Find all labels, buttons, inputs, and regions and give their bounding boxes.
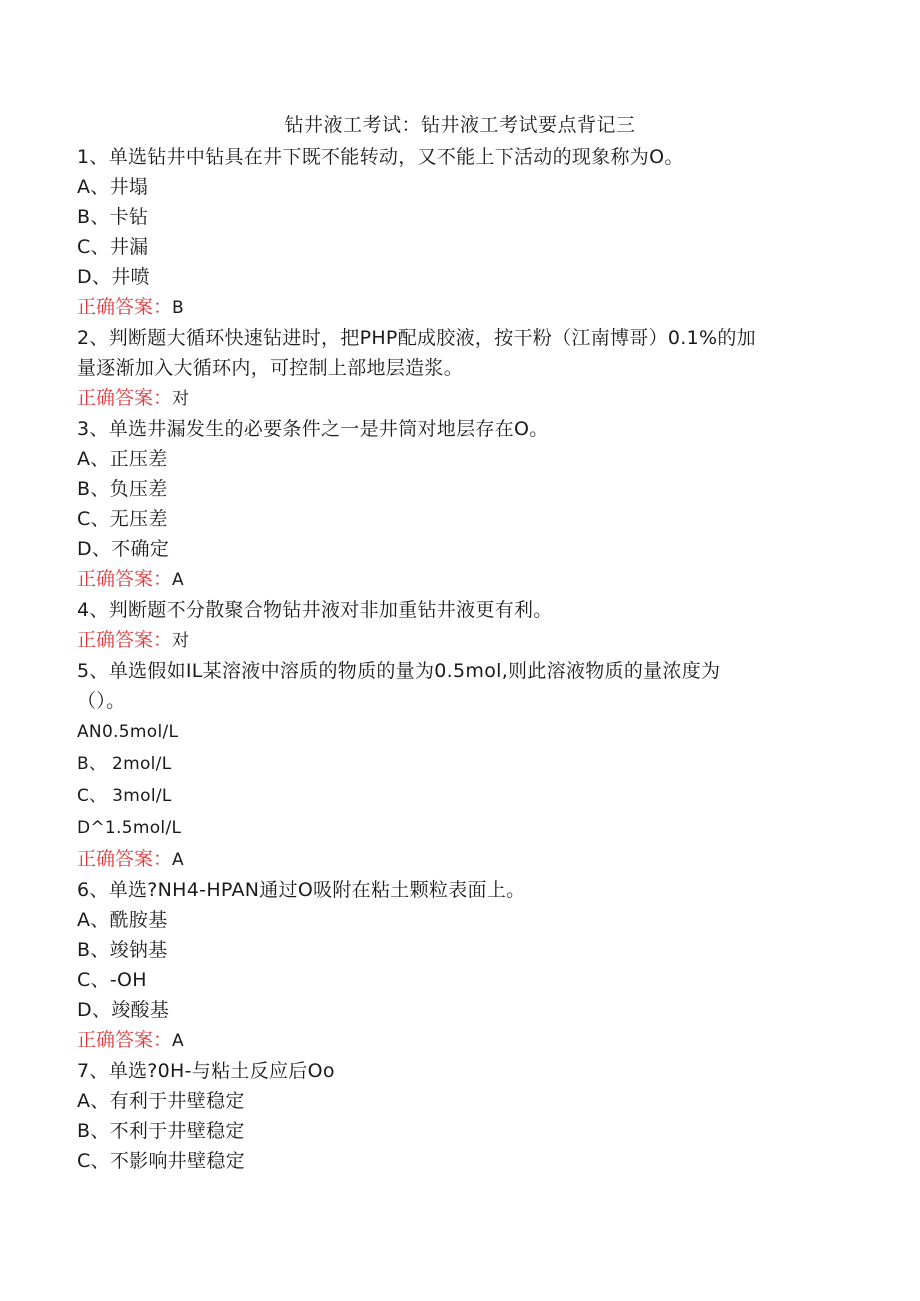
question-4-answer	[77, 625, 837, 656]
question-2-answer	[77, 383, 837, 414]
question-1-answer	[77, 292, 837, 323]
question-6-stem: 6、单选?NH4-HPAN通过O吸附在粘土颗粒表面上。	[77, 879, 526, 901]
answer-value: 对	[172, 389, 190, 409]
question-6-option-a: A、酰胺基	[77, 909, 168, 931]
question-6-option-d: D、竣酸基	[77, 999, 170, 1021]
question-5-option-a: AN0.5mol∕L	[77, 722, 179, 742]
question-5-stem-line-1: 5、单选假如IL某溶液中溶质的物质的量为0.5mol,则此溶液物质的量浓度为	[77, 660, 721, 682]
question-6-option-c: C、-OH	[77, 969, 147, 991]
question-3-option-a: A、正压差	[77, 448, 168, 470]
answer-value: 对	[172, 631, 190, 651]
answer-label: 正确答案：	[77, 1029, 173, 1051]
question-6-option-b: B、竣钠基	[77, 939, 168, 961]
question-3-stem: 3、单选井漏发生的必要条件之一是井筒对地层存在O。	[77, 418, 549, 440]
question-5-stem-line-2: （）。	[77, 690, 126, 712]
question-2-stem-line-2: 量逐渐加入大循环内，可控制上部地层造浆。	[77, 357, 464, 379]
question-5-option-b: B、 2mol∕L	[77, 754, 172, 774]
question-1-option-c: C、井漏	[77, 236, 149, 258]
question-7-option-a: A、有利于井壁稳定	[77, 1090, 245, 1112]
answer-label: 正确答案：	[77, 629, 173, 651]
question-3-option-c: C、无压差	[77, 508, 168, 530]
answer-value: B	[172, 298, 184, 318]
document-title: 钻井液工考试：钻井液工考试要点背记三	[284, 114, 636, 136]
answer-value: A	[172, 850, 184, 870]
question-1-stem: 1、单选钻井中钻具在井下既不能转动，又不能上下活动的现象称为O。	[77, 146, 684, 168]
answer-label: 正确答案：	[77, 848, 173, 870]
question-1-option-d: D、井喷	[77, 266, 150, 288]
answer-label: 正确答案：	[77, 296, 173, 318]
answer-value: A	[172, 570, 184, 590]
question-4-stem: 4、判断题不分散聚合物钻井液对非加重钻井液更有利。	[77, 599, 553, 621]
answer-label: 正确答案：	[77, 387, 173, 409]
question-list	[77, 142, 837, 1176]
question-3-option-b: B、负压差	[77, 478, 168, 500]
question-5-answer	[77, 844, 837, 875]
answer-label: 正确答案：	[77, 568, 173, 590]
question-5-option-d: D^1.5mol∕L	[77, 818, 182, 838]
question-1-option-b: B、卡钻	[77, 206, 149, 228]
question-5-option-c: C、 3mol∕L	[77, 786, 172, 806]
question-7-option-c: C、不影响井壁稳定	[77, 1150, 245, 1172]
question-3-option-d: D、不确定	[77, 538, 170, 560]
question-6-answer	[77, 1025, 837, 1056]
question-1-option-a: A、井塌	[77, 176, 149, 198]
answer-value: A	[172, 1031, 184, 1051]
question-2-stem-line-1: 2、判断题大循环快速钻进时，把PHP配成胶液，按干粉（江南博哥）0.1%的加	[77, 327, 756, 349]
question-3-answer	[77, 564, 837, 595]
question-7-stem: 7、单选?0H-与粘土反应后Oo	[77, 1060, 335, 1082]
question-7-option-b: B、不利于井壁稳定	[77, 1120, 245, 1142]
